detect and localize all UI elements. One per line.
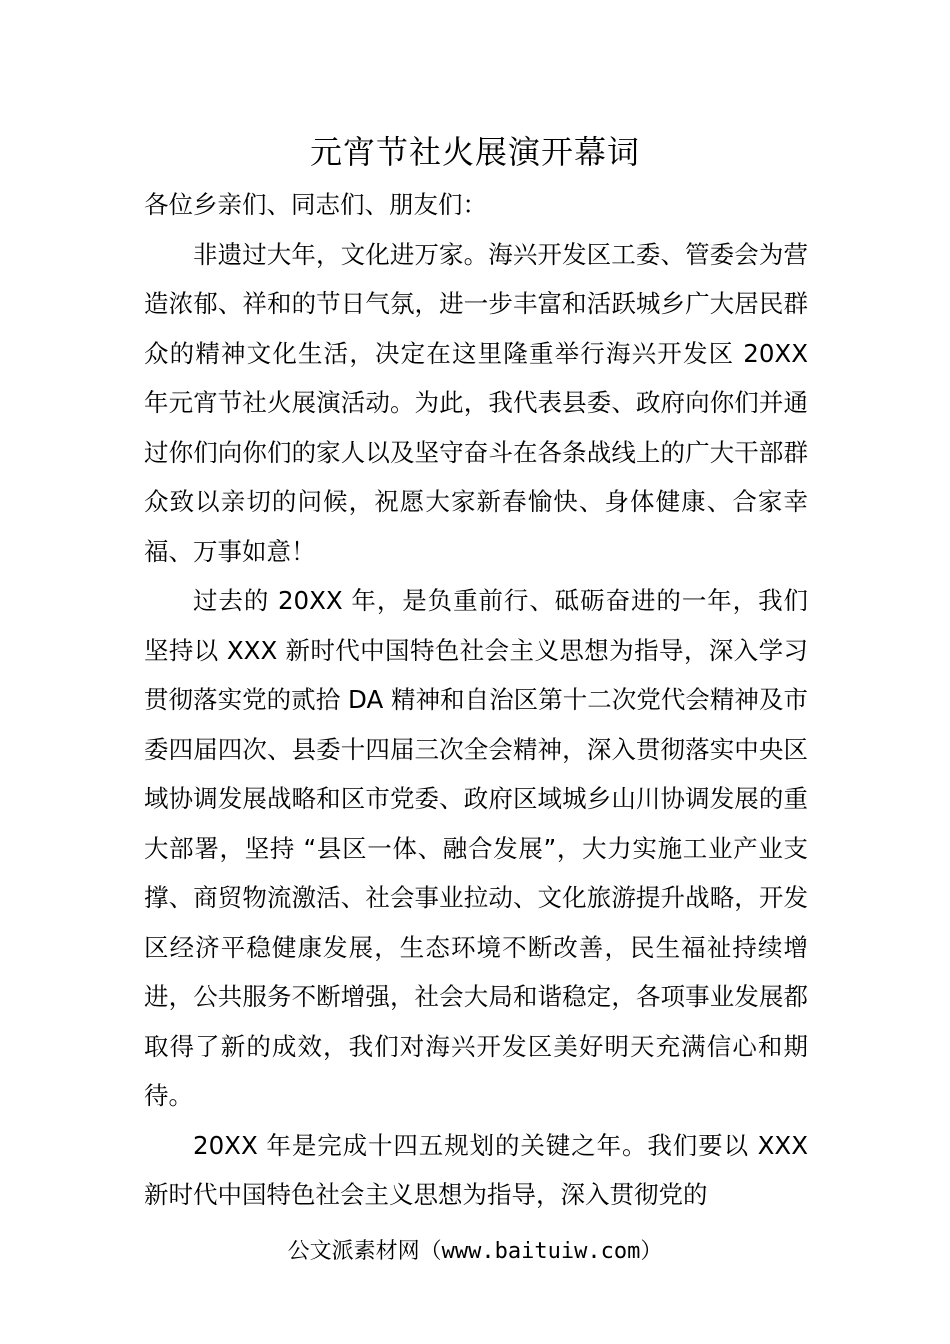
document-body xyxy=(144,180,808,1220)
footer-site-name: 公文派素材网 xyxy=(287,1239,420,1264)
footer-site-url: （www.baituiw.com） xyxy=(419,1239,663,1264)
paragraph-3: 20XX 年是完成十四五规划的关键之年。我们要以 XXX 新时代中国特色社会主义思想为指导，深入贯彻党的 xyxy=(144,1130,808,1209)
paragraph-1: 非遗过大年，文化进万家。海兴开发区工委、管委会为营造浓郁、祥和的节日气氛，进一步丰富和活跃城乡广大居民群众的精神文化生活，决定在这里隆重举行海兴开发区 20XX 年元宵节社火展演活动。为此，我代表县委、政府向你们并通过你们向你们的家人以及坚守奋斗在各条战线上的广大干部群众致以亲切的问候，祝愿大家新春愉快、身体健康、合家幸福、万事如意！ xyxy=(144,239,808,566)
salutation: 各位乡亲们、同志们、朋友们： xyxy=(144,190,487,219)
footer-watermark xyxy=(0,1234,950,1270)
paragraph-2: 过去的 20XX 年，是负重前行、砥砺奋进的一年，我们坚持以 XXX 新时代中国特色社会主义思想为指导，深入学习贯彻落实党的贰拾 DA 精神和自治区第十二次党代会精神及市委四届四次、县委十四届三次全会精神，深入贯彻落实中央区域协调发展战略和区市党委、政府区域城乡山川协调发展的重大部署，坚持 “县区一体、融合发展”，大力实施工业产业支撑、商贸物流激活、社会事业拉动、文化旅游提升战略，开发区经济平稳健康发展，生态环境不断改善，民生福祉持续增进，公共服务不断增强，社会大局和谐稳定，各项事业发展都取得了新的成效，我们对海兴开发区美好明天充满信心和期待。 xyxy=(144,586,808,1110)
document-title: 元宵节社火展演开幕词 xyxy=(309,133,640,171)
